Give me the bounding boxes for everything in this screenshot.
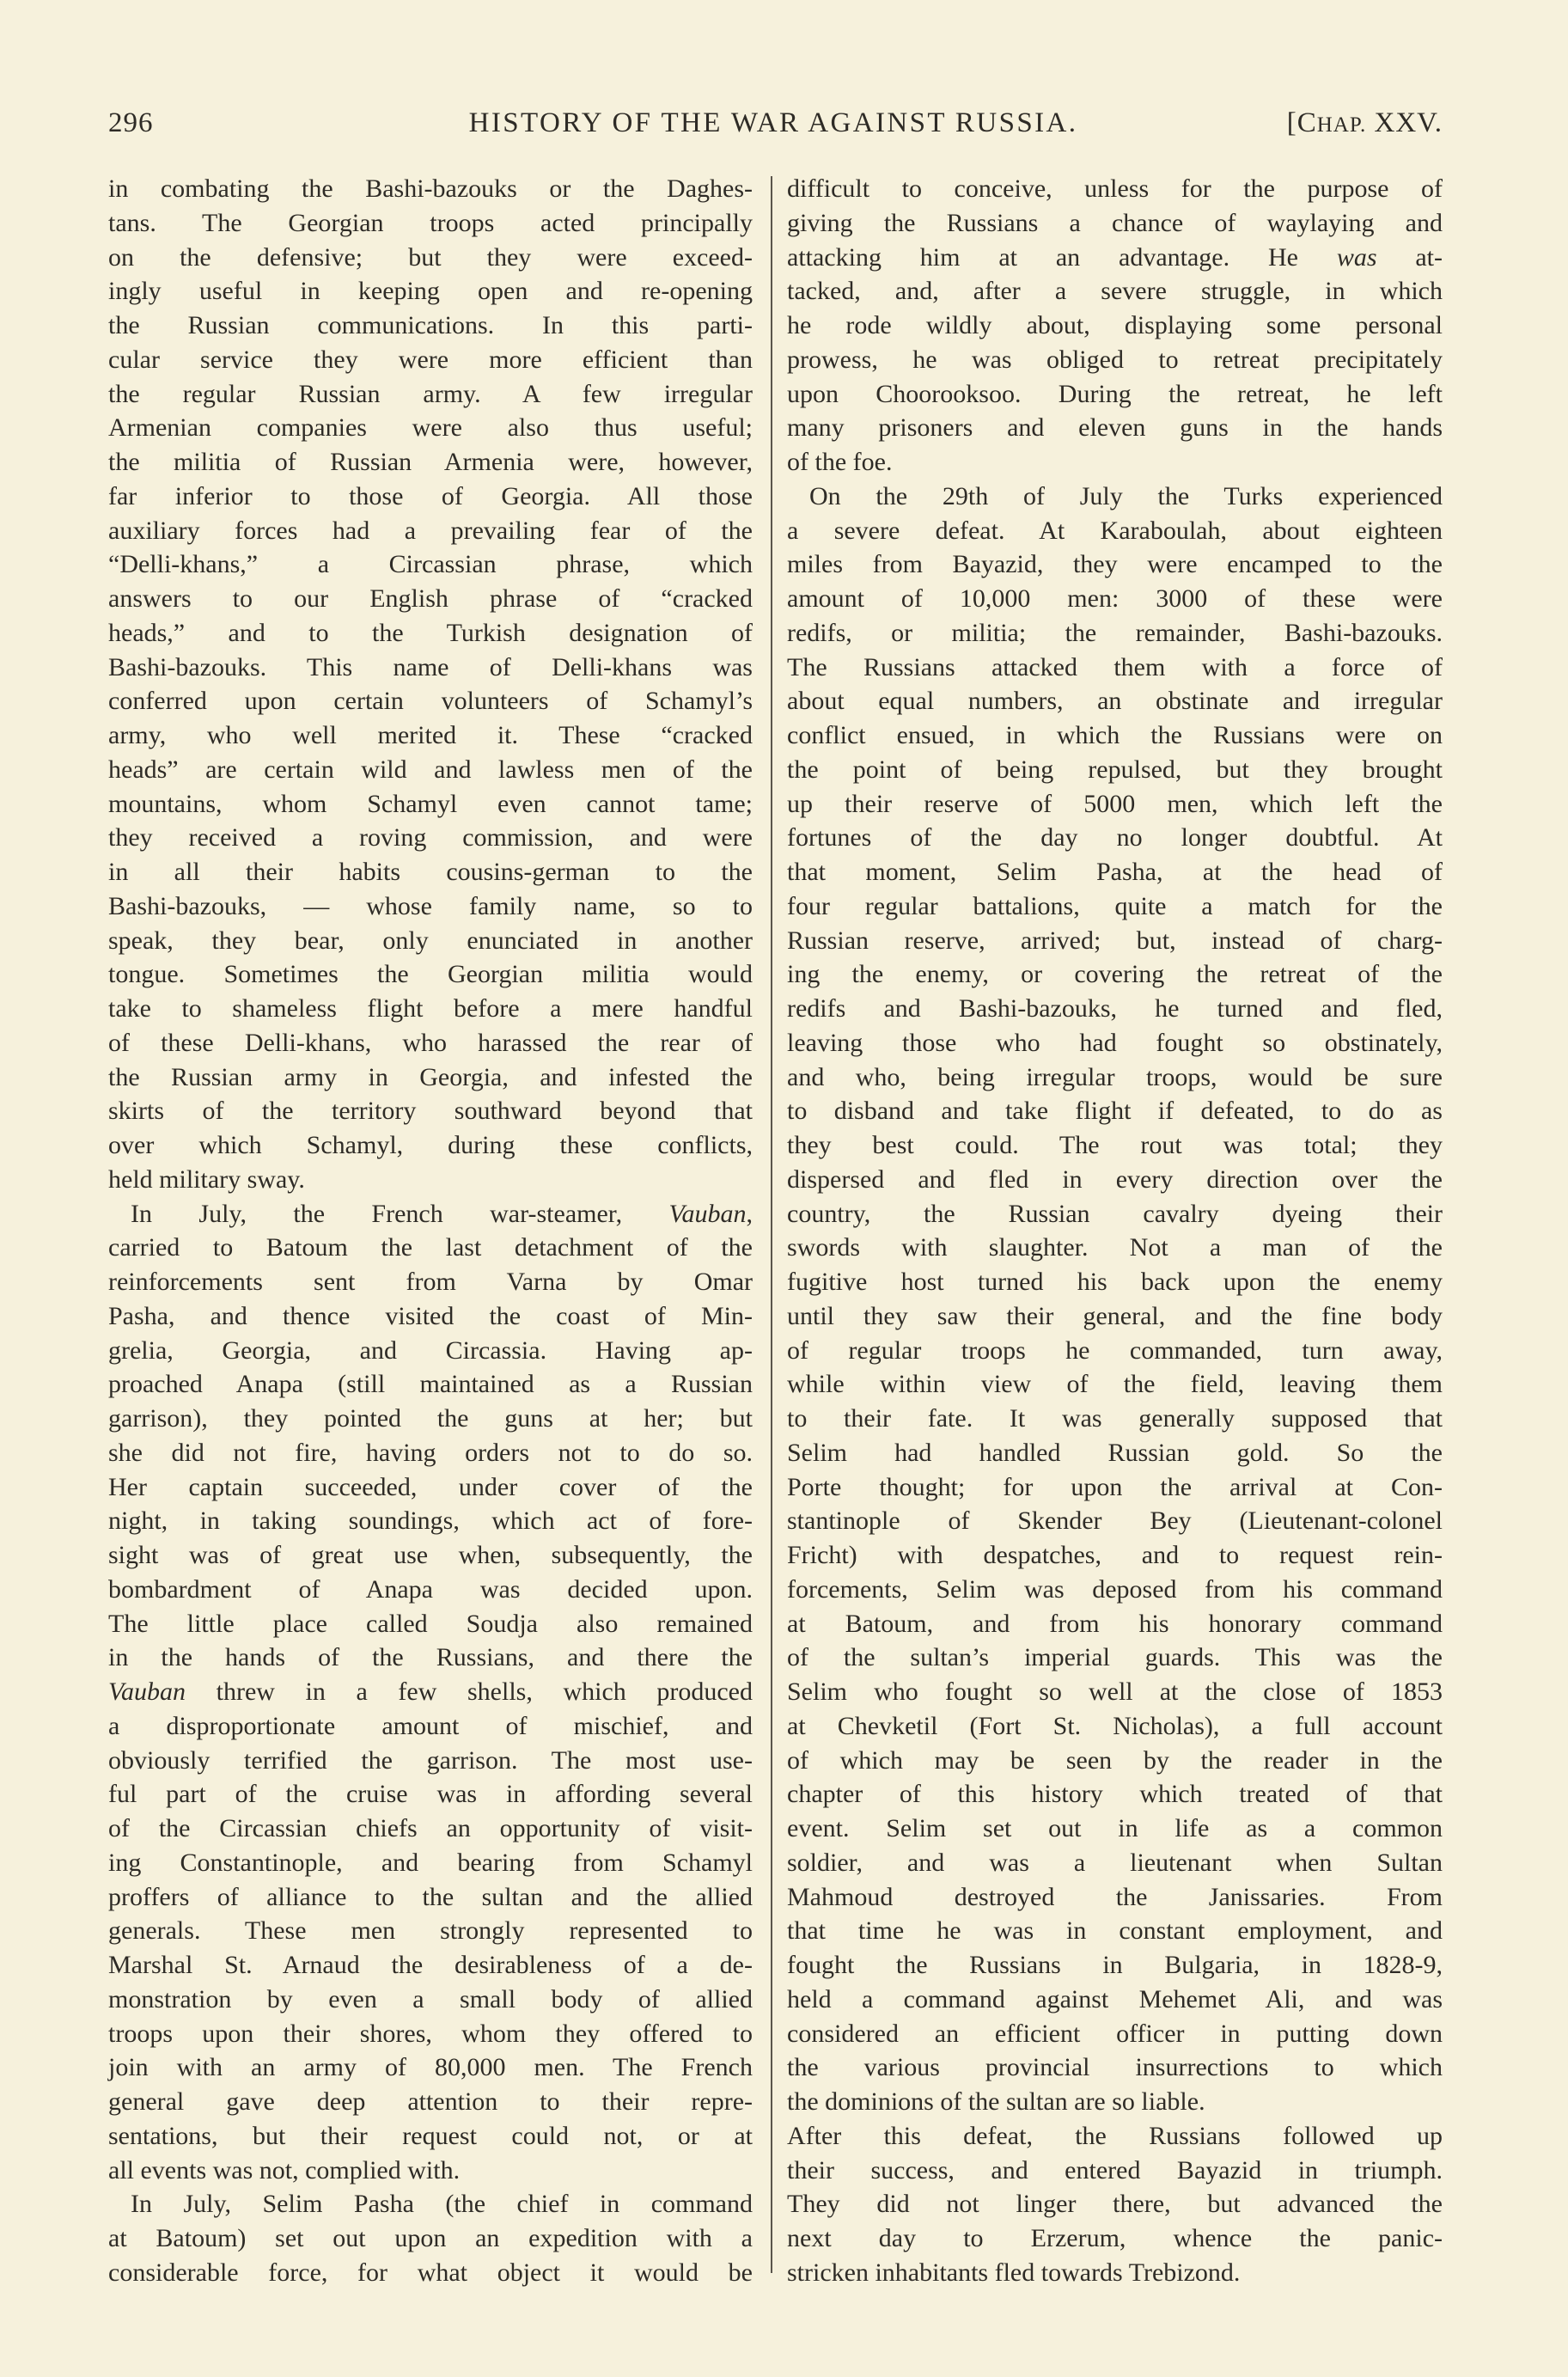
text-run: threw in a few shells, which produced [186,1677,753,1706]
text-line: The Russians attacked them with a force of [787,652,1443,681]
text-line: of the Circassian chiefs an opportunity of visit- [108,1814,753,1842]
text-line: night, in taking soundings, which act of fore- [108,1506,753,1536]
text-line: she did not fire, having orders not to do so. [108,1438,753,1467]
text-line: tacked, and, after a severe struggle, in which [787,277,1443,306]
text-line: next day to Erzerum, whence the panic- [787,2224,1443,2252]
text-line: up their reserve of 5000 men, which left the [787,789,1443,818]
left-column [108,172,753,2290]
text-line [108,1197,753,1231]
text-line: they received a roving commission, and were [108,823,753,852]
text-line: mountains, whom Schamyl even cannot tame; [108,789,753,818]
text-line: amount of 10,000 men: 3000 of these were [787,584,1443,613]
paragraph [108,2187,753,2289]
text-line: that moment, Selim Pasha, at the head of [787,858,1443,886]
text-line: in combating the Bashi-bazouks or the Daghes- [108,174,753,203]
text-line: Her captain succeeded, under cover of the [108,1472,753,1501]
text-line: over which Schamyl, during these conflicts, [108,1131,753,1159]
text-line: he rode wildly about, displaying some personal [787,311,1443,339]
right-column [787,172,1443,2290]
text-line: of which may be seen by the reader in the [787,1745,1443,1775]
text-line: the Russian army in Georgia, and infested the [108,1062,753,1091]
text-line: grelia, Georgia, and Circassia. Having ap- [108,1335,753,1365]
paragraph [787,172,1443,480]
chapter-bracket: [C [1286,107,1317,138]
text-line: until they saw their general, and the fine body [787,1301,1443,1330]
text-line: ing the enemy, or covering the retreat of the [787,960,1443,989]
text-run: , [746,1199,753,1228]
text-line: of the sultan’s imperial guards. This was the [787,1643,1443,1672]
text-line: sight was of great use when, subsequently, the [108,1541,753,1569]
running-title: HISTORY OF THE WAR AGAINST RUSSIA. [468,107,1078,138]
text-line: considerable force, for what object it would be [108,2258,753,2287]
text-line: miles from Bayazid, they were encamped to the [787,550,1443,579]
text-line: They did not linger there, but advanced the [787,2190,1443,2219]
column-divider [771,176,772,2273]
text-line: of regular troops he commanded, turn away, [787,1335,1443,1365]
text-line: fugitive host turned his back upon the enemy [787,1268,1443,1296]
text-line: at Batoum) set out upon an expedition with a [108,2224,753,2252]
text-line: stricken inhabitants fled towards Trebizond. [787,2258,1241,2287]
text-line: the militia of Russian Armenia were, however, [108,448,753,476]
text-line: army, who well merited it. These “cracked [108,721,753,749]
text-line: Marshal St. Arnaud the desirableness of a de- [108,1951,753,1979]
text-line: heads” are certain wild and lawless men of the [108,755,753,784]
text-line: fought the Russians in Bulgaria, in 1828-9, [787,1951,1443,1979]
text-line: ful part of the cruise was in affording several [108,1780,753,1809]
text-line: at Batoum, and from his honorary command [787,1609,1443,1638]
text-line: Selim who fought so well at the close of 1853 [787,1677,1443,1706]
text-line: the point of being repulsed, but they brought [787,755,1443,784]
text-line: general gave deep attention to their repre- [108,2087,753,2116]
text-line: considered an efficient officer in putting down [787,2019,1443,2048]
text-run: In July, the French war-steamer, [131,1199,669,1228]
text-line: redifs and Bashi-bazouks, he turned and fled, [787,994,1443,1023]
text-line: stantinople of Skender Bey (Lieutenant-colonel [787,1506,1443,1536]
text-line: sentations, but their request could not, or at [108,2121,753,2150]
text-line: Russian reserve, arrived; but, instead of charg- [787,926,1443,955]
text-line: on the defensive; but they were exceed- [108,242,753,272]
text-line: Armenian companies were also thus useful; [108,413,753,443]
text-line: After this defeat, the Russians followed up [787,2121,1443,2150]
text-line: tongue. Sometimes the Georgian militia would [108,960,753,989]
text-line: swords with slaughter. Not a man of the [787,1233,1443,1262]
text-line: The little place called Soudja also remained [108,1609,753,1638]
paragraph [787,480,1443,2119]
paragraph [787,2119,1443,2290]
text-line: Selim had handled Russian gold. So the [787,1438,1443,1467]
chapter-label [1246,101,1443,144]
text-line: held a command against Mehemet Ali, and was [787,1984,1443,2013]
text-line: tans. The Georgian troops acted principally [108,208,753,237]
text-line: “Delli-khans,” a Circassian phrase, which [108,550,753,579]
text-line: proached Anapa (still maintained as a Russian [108,1370,753,1399]
text-line: take to shameless flight before a mere handful [108,994,753,1023]
text-line: prowess, he was obliged to retreat precipitately [787,345,1443,374]
paragraph [108,1197,753,2188]
text-line [787,241,1443,275]
text-line: four regular battalions, quite a match for the [787,891,1443,920]
text-line: proffers of alliance to the sultan and the allied [108,1882,753,1911]
text-line: about equal numbers, an obstinate and irregular [787,687,1443,716]
text-line: the Russian communications. In this parti- [108,311,753,339]
text-run: at- [1376,242,1443,272]
text-line: difficult to conceive, unless for the purpose of [787,174,1443,203]
text-line: country, the Russian cavalry dyeing their [787,1199,1443,1228]
text-line: troops upon their shores, whom they offered to [108,2019,753,2048]
text-line [108,1675,753,1709]
text-line: they best could. The rout was total; they [787,1131,1443,1159]
text-line: in all their habits cousins-german to the [108,858,753,886]
text-line: monstration by even a small body of allied [108,1984,753,2013]
text-line: Fricht) with despatches, and to request rein- [787,1541,1443,1569]
text-line: the various provincial insurrections to which [787,2053,1443,2082]
page-number: 296 [108,107,154,138]
text-line: their success, and entered Bayazid in triumph. [787,2155,1443,2185]
text-line: ing Constantinople, and bearing from Schamyl [108,1848,753,1877]
text-line: obviously terrified the garrison. The most use- [108,1745,753,1775]
text-line: redifs, or militia; the remainder, Bashi-bazouks. [787,618,1443,647]
text-line: Pasha, and thence visited the coast of Min- [108,1301,753,1330]
text-line: Mahmoud destroyed the Janissaries. From [787,1882,1443,1911]
text-line: the dominions of the sultan are so liable. [787,2087,1205,2116]
text-line: carried to Batoum the last detachment of the [108,1233,753,1262]
text-line: to their fate. It was generally supposed that [787,1404,1443,1433]
text-line: soldier, and was a lieutenant when Sultan [787,1848,1443,1877]
text-line: many prisoners and eleven guns in the hands [787,413,1443,443]
text-line: join with an army of 80,000 men. The French [108,2053,753,2082]
text-line: Bashi-bazouks, — whose family name, so to [108,891,753,920]
text-line: that time he was in constant employment, and [787,1916,1443,1946]
text-line: a disproportionate amount of mischief, and [108,1711,753,1740]
text-line: heads,” and to the Turkish designation of [108,618,753,647]
text-line: garrison), they pointed the guns at her; but [108,1404,753,1433]
text-line: giving the Russians a chance of waylaying and [787,208,1443,237]
italic-text: was [1336,242,1377,272]
text-line: reinforcements sent from Varna by Omar [108,1268,753,1296]
text-line: chapter of this history which treated of that [787,1780,1443,1809]
italic-text: Vauban [668,1199,747,1228]
text-line: the regular Russian army. A few irregular [108,379,753,408]
text-line: to disband and take flight if defeated, to do as [787,1097,1443,1126]
text-line: On the 29th of July the Turks experienced [809,481,1443,510]
text-run: attacking him at an advantage. He [787,242,1337,272]
text-line: upon Choorooksoo. During the retreat, he left [787,379,1443,408]
text-line: held military sway. [108,1164,305,1194]
text-line: event. Selim set out in life as a common [787,1814,1443,1842]
text-line: conferred upon certain volunteers of Schamyl’s [108,687,753,716]
text-line: and who, being irregular troops, would be sure [787,1062,1443,1091]
text-line: while within view of the field, leaving them [787,1370,1443,1399]
text-line: In July, Selim Pasha (the chief in command [131,2190,753,2219]
text-line: generals. These men strongly represented to [108,1916,753,1946]
text-line: ingly useful in keeping open and re-opening [108,277,753,306]
text-line: bombardment of Anapa was decided upon. [108,1574,753,1604]
text-line: at Chevketil (Fort St. Nicholas), a full account [787,1711,1443,1740]
chapter-number: XXV. [1366,107,1443,138]
text-line: Bashi-bazouks. This name of Delli-khans was [108,652,753,681]
text-line: a severe defeat. At Karaboulah, about eighteen [787,516,1443,545]
italic-text: Vauban [108,1677,186,1706]
text-line: cular service they were more efficient than [108,345,753,374]
text-line: conflict ensued, in which the Russians were on [787,721,1443,749]
text-line: speak, they bear, only enunciated in another [108,926,753,955]
chapter-abbrev: HAP. [1316,113,1367,137]
text-line: all events was not, complied with. [108,2155,461,2185]
text-line: answers to our English phrase of “cracked [108,584,753,613]
text-line: forcements, Selim was deposed from his command [787,1574,1443,1604]
text-line: auxiliary forces had a prevailing fear of the [108,516,753,545]
text-line: fortunes of the day no longer doubtful. At [787,823,1443,852]
paragraph [108,172,753,1197]
text-line: skirts of the territory southward beyond that [108,1097,753,1126]
text-line: of these Delli-khans, who harassed the rear of [108,1028,753,1057]
text-line: in the hands of the Russians, and there the [108,1643,753,1672]
text-line: leaving those who had fought so obstinately, [787,1028,1443,1057]
text-line: of the foe. [787,448,893,476]
text-line: dispersed and fled in every direction over the [787,1164,1443,1194]
text-line: far inferior to those of Georgia. All those [108,481,753,510]
text-line: Porte thought; for upon the arrival at Con- [787,1472,1443,1501]
